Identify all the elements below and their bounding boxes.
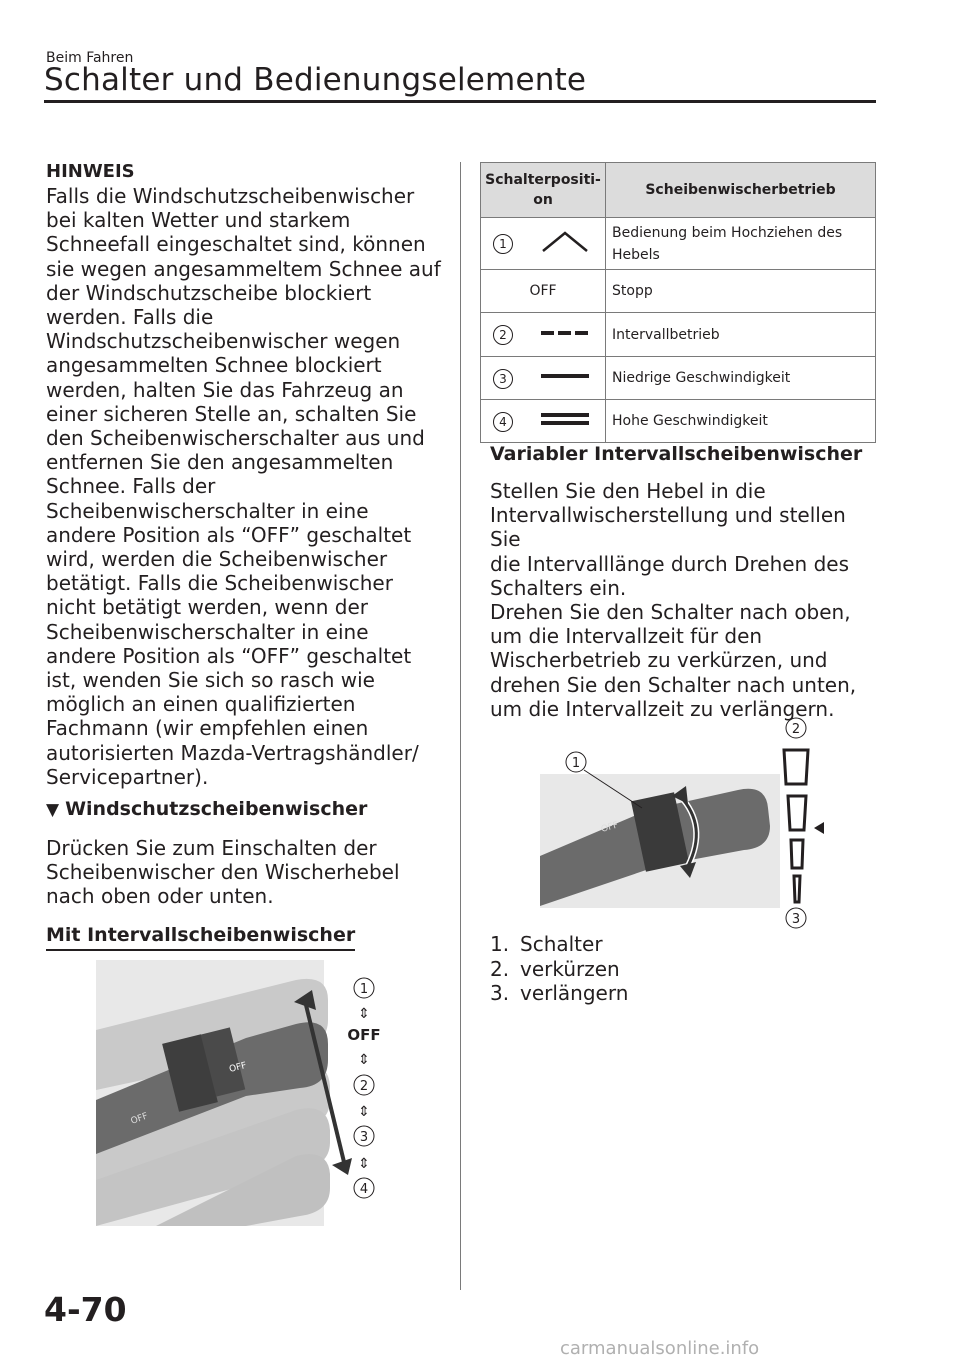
list-item: 1. Schalter xyxy=(490,932,603,956)
figure1-label-2: 2 xyxy=(359,1079,369,1094)
interval-dial-figure xyxy=(538,716,828,932)
table-row xyxy=(481,357,876,400)
svg-text:⇕: ⇕ xyxy=(358,1006,370,1022)
single-line-icon xyxy=(537,369,593,383)
table-row xyxy=(481,313,876,357)
operation-text: Niedrige Geschwindigkeit xyxy=(606,357,876,400)
figure1-label-1: 1 xyxy=(359,982,369,997)
svg-text:OFF: OFF xyxy=(600,820,620,835)
svg-text:OFF: OFF xyxy=(228,1060,248,1075)
figure-legend xyxy=(490,932,628,1006)
column-divider xyxy=(460,162,461,1290)
table-header-position: Schalterpositi- on xyxy=(481,163,606,218)
variable-interval-heading: Variabler Intervallscheibenwischer xyxy=(490,443,863,465)
dashed-line-icon xyxy=(537,326,593,340)
wiper-lever-positions-figure xyxy=(96,960,436,1230)
svg-text:⇕: ⇕ xyxy=(358,1156,370,1172)
figure1-label-3: 3 xyxy=(359,1130,369,1145)
operation-text: Hohe Geschwindigkeit xyxy=(606,400,876,443)
table-row xyxy=(481,218,876,270)
operation-text: Bedienung beim Hochziehen des Hebels xyxy=(606,218,876,270)
section-label: Beim Fahren xyxy=(46,50,134,66)
position-number: 3 xyxy=(493,369,513,389)
operation-text: Intervallbetrieb xyxy=(606,313,876,357)
position-number: 4 xyxy=(493,412,513,432)
wiper-heading-text: Windschutzscheibenwischer xyxy=(65,798,368,820)
svg-text:OFF: OFF xyxy=(129,1111,150,1127)
note-text: Falls die Windschutzscheibenwischer bei kalten Wetter und starkem Schneefall eingeschaltet sind, können sie wegen angesammeltem Schnee auf der Windschutzscheibe blockiert werden. Falls die Windschutzscheibenwischer wegen angesammelten Schnee blockiert werden, halten Sie das Fahrzeug an einer sicheren Stelle an, schalten Sie den Scheibenwischerschalter aus und entfernen Sie den angesammelten Schnee. Falls der Scheibenwischerschalter in eine andere Position als “OFF” geschaltet wird, werden die Scheibenwischer betätigt. Falls die Scheibenwischer nicht betätigt werden, wenn der Scheibenwischerschalter in eine andere Position als “OFF” geschaltet ist, wenden Sie sich so rasch wie möglich an einen qualifizierten Fachmann (wir empfehlen einen autorisierten Mazda-Vertragshändler/ Servicepartner). xyxy=(46,184,441,789)
figure1-label-4: 4 xyxy=(359,1182,369,1197)
double-line-icon xyxy=(537,410,593,428)
wiper-heading xyxy=(46,797,367,822)
svg-text:⇕: ⇕ xyxy=(358,1052,370,1068)
list-item: 2. verkürzen xyxy=(490,956,620,981)
position-number: 1 xyxy=(493,234,513,254)
triangle-down-icon: ▼ xyxy=(46,800,60,820)
wiper-position-table xyxy=(480,162,876,443)
interval-heading: Mit Intervallscheibenwischer xyxy=(46,923,355,951)
figure1-label-off: OFF xyxy=(347,1026,381,1044)
position-number: 2 xyxy=(493,325,513,345)
note-heading: HINWEIS xyxy=(46,161,135,182)
chevron-up-icon xyxy=(537,227,593,257)
table-header-operation: Scheibenwischerbetrieb xyxy=(606,163,876,218)
watermark: carmanualsonline.info xyxy=(560,1338,760,1359)
variable-interval-text: Stellen Sie den Hebel in die Intervallwischerstellung und stellen Sie die Intervalllänge durch Drehen des Schalters ein. Drehen Sie den Schalter nach oben, um die Intervallzeit für den Wischerbetrieb zu verkürzen, und drehen Sie den Schalter nach unten, um die Intervallzeit zu verlängern. xyxy=(490,479,857,721)
page-title: Schalter und Bedienungselemente xyxy=(44,62,587,98)
table-row xyxy=(481,270,876,313)
header-rule xyxy=(44,100,876,103)
table-row xyxy=(481,400,876,443)
figure2-label-2: 2 xyxy=(791,722,801,737)
operation-text: Stopp xyxy=(606,270,876,313)
svg-text:⇕: ⇕ xyxy=(358,1104,370,1120)
wiper-text: Drücken Sie zum Einschalten der Scheibenwischer den Wischerhebel nach oben oder unten. xyxy=(46,836,400,909)
list-item: 3. verlängern xyxy=(490,981,629,1005)
page-number: 4-70 xyxy=(44,1290,127,1329)
position-off: OFF xyxy=(481,270,606,313)
figure2-label-1: 1 xyxy=(571,756,581,771)
figure2-label-3: 3 xyxy=(791,912,801,927)
